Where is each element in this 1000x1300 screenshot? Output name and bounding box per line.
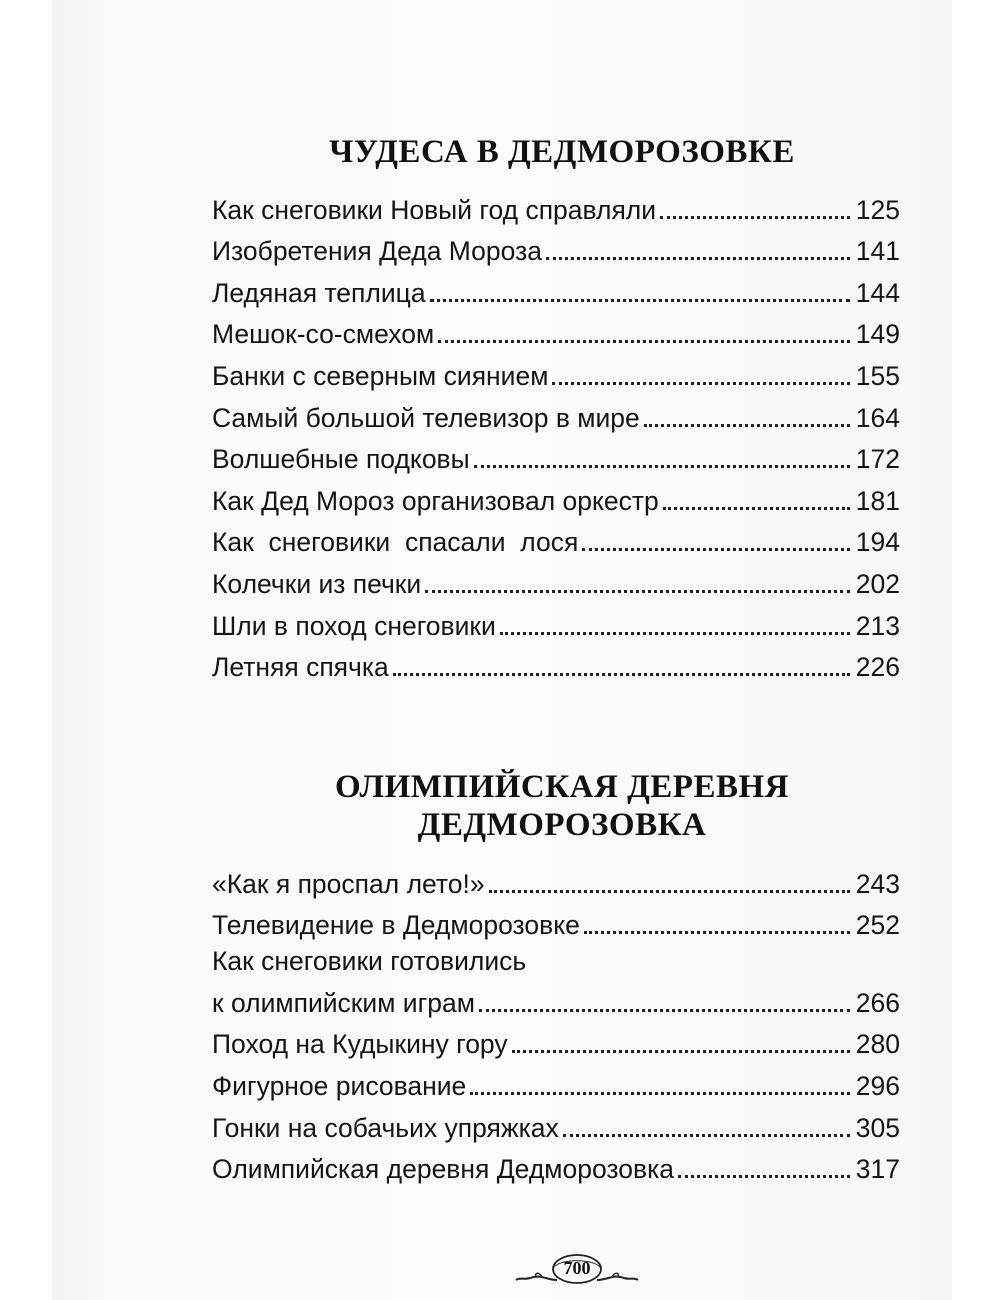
section-title-2-line1: ОЛИМПИЙСКАЯ ДЕРЕВНЯ [334,769,789,805]
entry-title: Самый большой телевизор в мире [212,402,640,433]
entry-title: к олимпийским играм [212,987,475,1018]
leader-dots [584,931,850,934]
leader-dots [500,632,850,635]
entry-page-number: 149 [855,319,900,350]
leader-dots [430,299,850,302]
leader-dots [438,340,850,343]
toc-section-2 [212,768,952,844]
entry-page-number: 141 [855,236,900,267]
entry-page-number: 296 [855,1070,900,1101]
entry-title: Как Дед Мороз организовал оркестр [212,485,659,516]
entry-page-number: 155 [855,360,900,391]
leader-dots [393,673,850,676]
toc-entry[interactable] [212,309,900,351]
entry-title-line2-row [212,977,900,1019]
toc-entries-2 [212,858,952,1185]
leader-dots [663,507,850,510]
entry-title: «Как я проспал лето!» [212,868,485,899]
toc-entry[interactable] [212,858,900,900]
entry-page-number: 164 [855,402,900,433]
show-through-text [552,690,559,718]
toc-entry[interactable] [212,600,900,642]
leader-dots [470,1092,849,1095]
entry-title: Ледяная теплица [212,277,426,308]
entry-page-number: 280 [855,1029,900,1060]
entry-title: Поход на Кудыкину гору [212,1029,508,1060]
entry-title: Олимпийская деревня Дедморозовка [212,1154,675,1185]
entry-title: Как снеговики спасали лося [212,527,579,558]
entry-title: Банки с северным сиянием [212,360,549,391]
entry-page-number: 252 [855,910,900,941]
entry-page-number: 226 [855,652,900,683]
toc-entry[interactable] [212,350,900,392]
leader-dots [474,465,850,468]
toc-entry[interactable] [212,226,900,268]
page-folio [512,1250,642,1290]
toc-entry[interactable] [212,475,900,517]
toc-entries-1 [212,184,952,683]
leader-dots [644,424,850,427]
toc-entry[interactable] [212,1102,900,1144]
entry-title-line1: Как снеговики готовились [212,946,527,977]
leader-dots [512,1050,850,1053]
entry-title: Гонки на собачьих упряжках [212,1112,559,1143]
entry-page-number: 144 [855,277,900,308]
page-number: 700 [563,1258,591,1278]
entry-page-number: 317 [855,1154,900,1185]
entry-title: Волшебные подковы [212,444,470,475]
entry-title: Мешок-со-смехом [212,319,435,350]
toc-entry[interactable] [212,900,900,942]
leader-dots [563,1134,850,1137]
toc-entry[interactable] [212,558,900,600]
leader-dots [425,590,850,593]
leader-dots [546,257,850,260]
entry-page-number: 305 [855,1112,900,1143]
entry-title: Изобретения Деда Мороза [212,236,542,267]
toc-entry[interactable] [212,1144,900,1186]
leader-dots [582,548,849,551]
toc-entry[interactable] [212,392,900,434]
toc-entry[interactable] [212,434,900,476]
toc-entry[interactable] [212,1060,900,1102]
entry-title: Летняя спячка [212,652,389,683]
toc-entry[interactable] [212,184,900,226]
entry-title: Телевидение в Дедморозовке [212,910,580,941]
toc-entry[interactable] [212,642,900,684]
toc-section-1 [212,133,952,171]
entry-page-number: 266 [855,987,900,1018]
entry-page-number: 243 [855,868,900,899]
toc-entry[interactable] [212,517,900,559]
leader-dots [552,382,849,385]
entry-page-number: 181 [855,485,900,516]
section-title-2-line2: ДЕДМОРОЗОВКА [417,807,707,843]
entry-title: Как снеговики Новый год справляли [212,194,657,225]
entry-title: Колечки из печки [212,568,422,599]
entry-title: Шли в поход снеговики [212,610,496,641]
entry-title: Фигурное рисование [212,1070,467,1101]
entry-page-number: 172 [855,444,900,475]
leader-dots [678,1175,850,1178]
entry-page-number: 213 [855,610,900,641]
leader-dots [479,1009,850,1012]
entry-page-number: 194 [855,527,900,558]
toc-entry[interactable] [212,267,900,309]
toc-entry[interactable] [212,941,952,1019]
section-title-1: ЧУДЕСА В ДЕДМОРОЗОВКЕ [329,134,795,170]
entry-page-number: 202 [855,568,900,599]
entry-page-number: 125 [855,194,900,225]
book-page [52,0,952,1300]
leader-dots [489,890,850,893]
leader-dots [660,216,850,219]
toc-entry[interactable] [212,1019,900,1061]
